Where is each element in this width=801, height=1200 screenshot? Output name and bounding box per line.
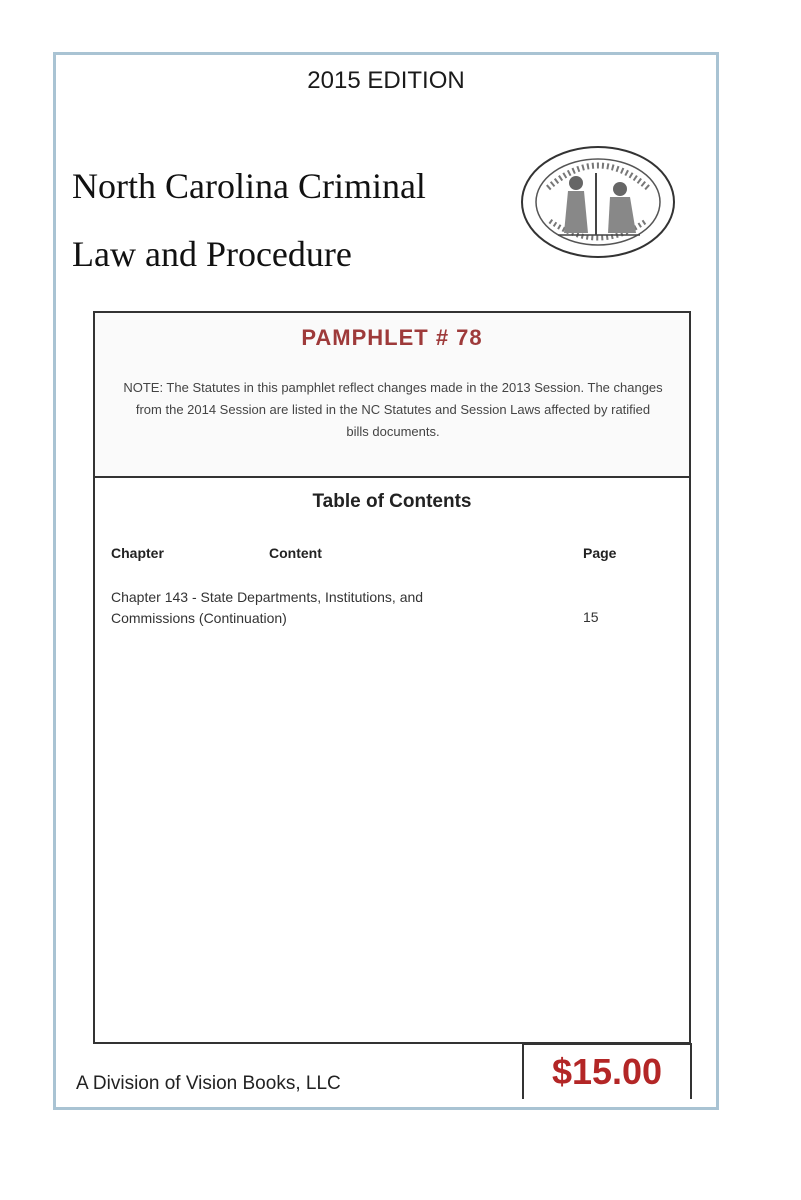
toc-row-page: 15 — [583, 609, 599, 625]
title-line-2: Law and Procedure — [72, 234, 352, 274]
price-box — [522, 1043, 692, 1099]
edition-label: 2015 EDITION — [307, 67, 465, 94]
toc-header-content: Content — [269, 545, 322, 561]
toc-title: Table of Contents — [312, 491, 472, 512]
price-label: $15.00 — [551, 1051, 663, 1092]
publisher-label: A Division of Vision Books, LLC — [76, 1073, 341, 1094]
toc-row-text: Chapter 143 - State Departments, Institutions, and Commissions (Continuation) — [111, 589, 424, 626]
content-panel — [93, 311, 691, 1044]
book-cover — [53, 52, 719, 1110]
toc-header-page: Page — [583, 545, 617, 561]
edition-note: NOTE: The Statutes in this pamphlet reflect changes made in the 2013 Session. The changes from the 2014 Session are listed in the NC Statutes and Session Laws affected by ratified bills documents. — [123, 380, 663, 439]
pamphlet-number: PAMPHLET # 78 — [301, 325, 483, 350]
toc-header-chapter: Chapter — [111, 545, 164, 561]
note-box — [95, 313, 689, 478]
state-seal-icon — [518, 143, 678, 261]
title-line-1: North Carolina Criminal — [72, 166, 426, 206]
